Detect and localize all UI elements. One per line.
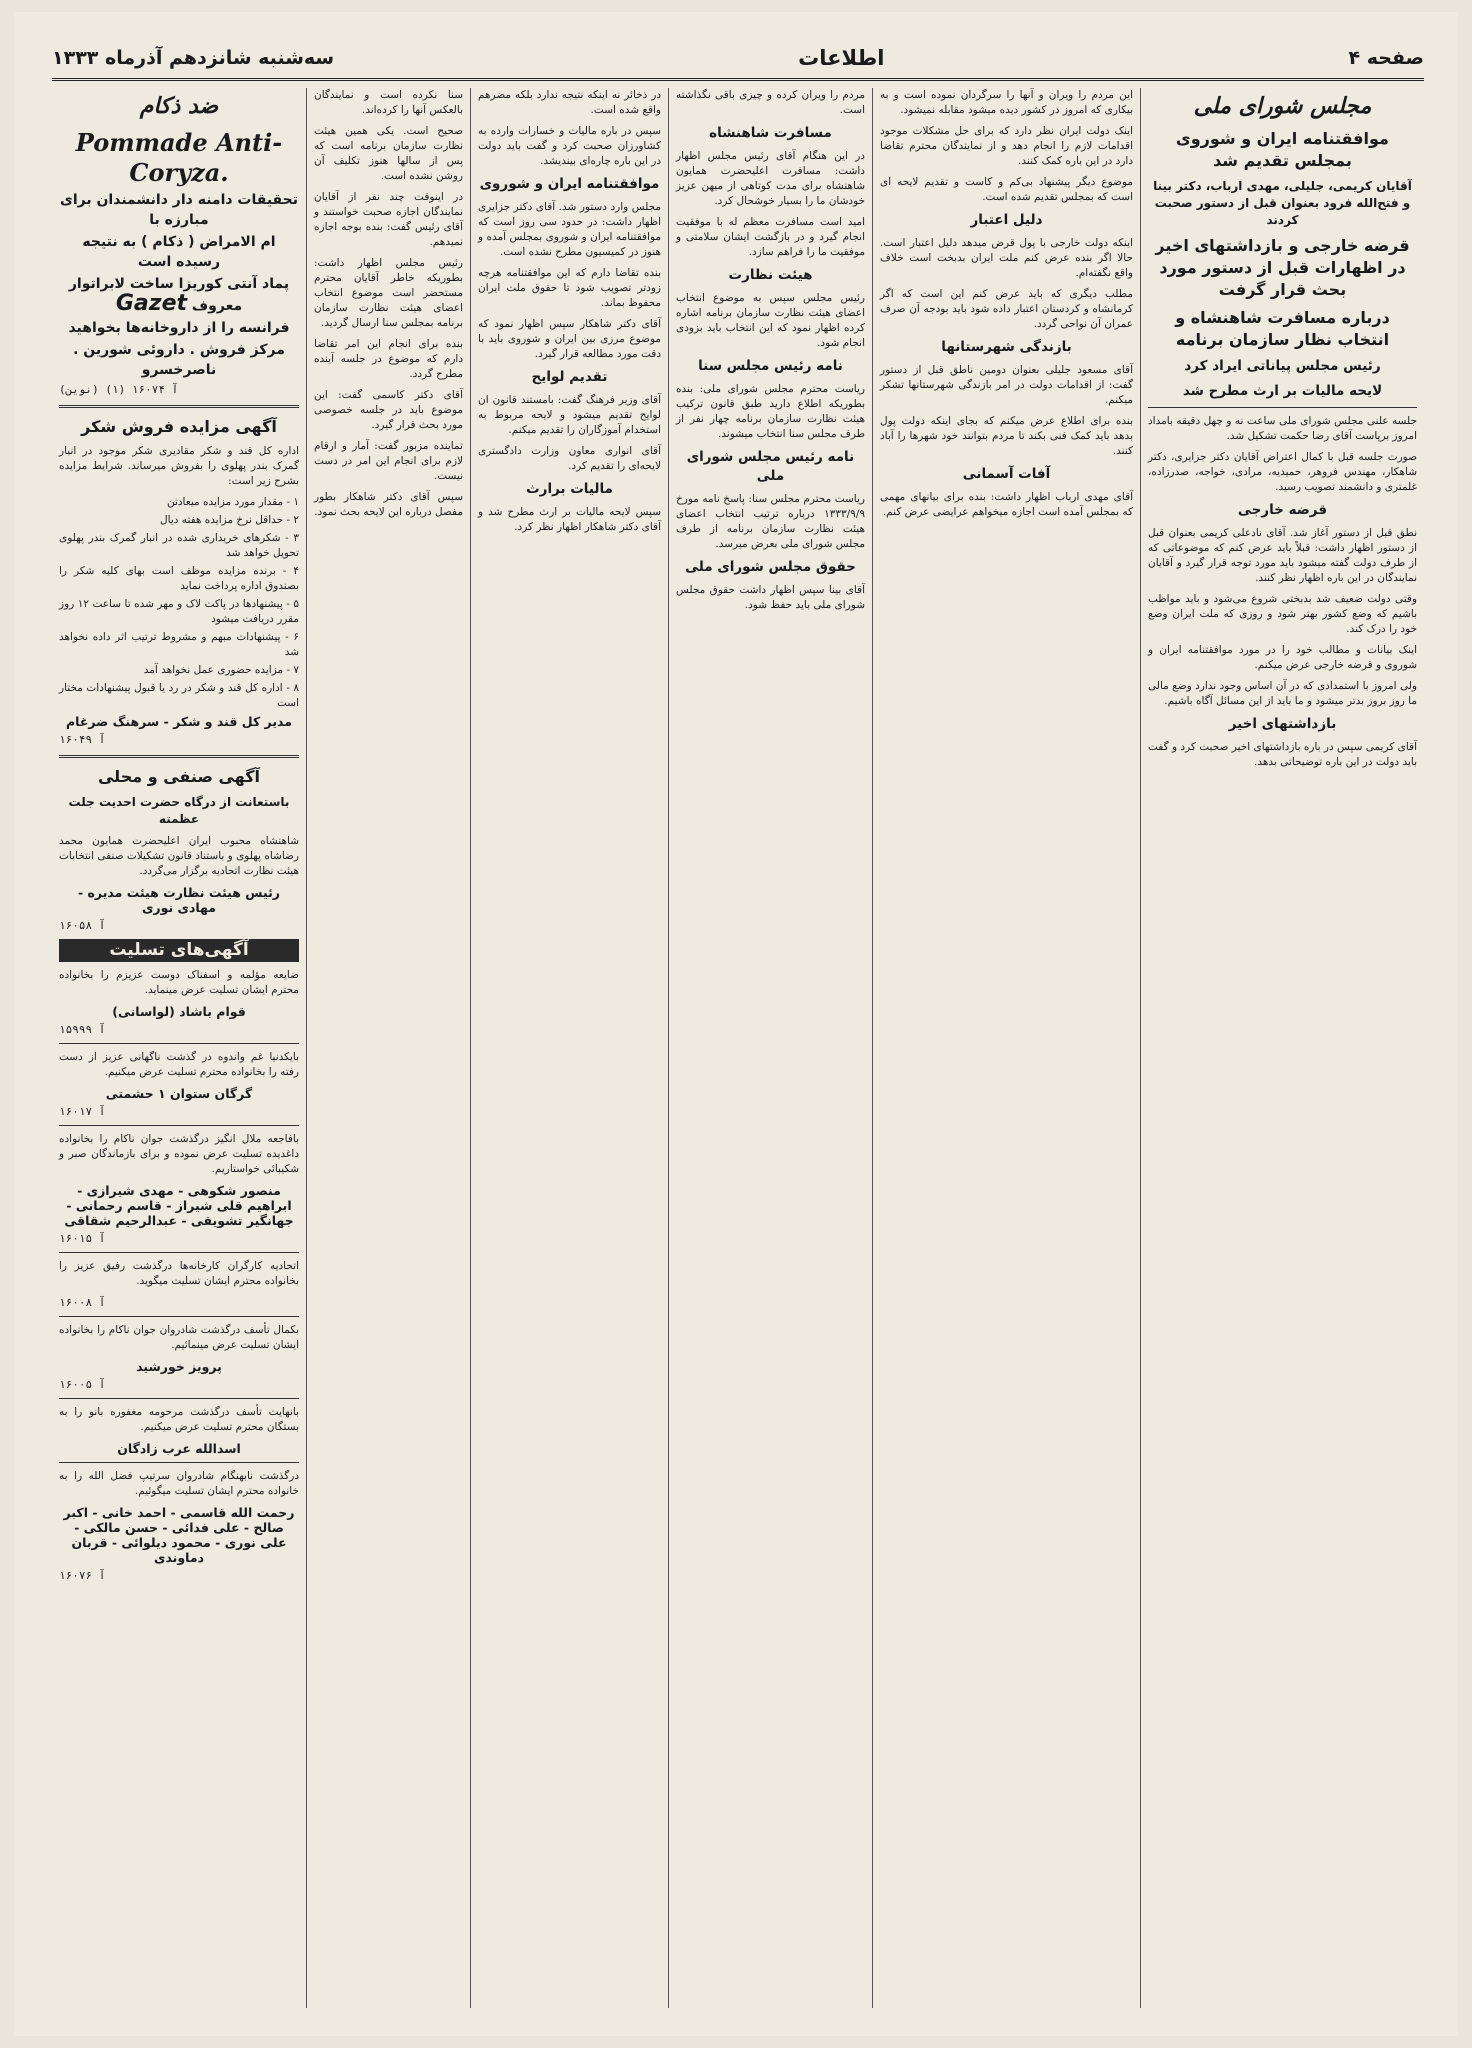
condolence-text: درگذشت نابهنگام شادروان سرتیپ فضل الله را به خانواده محترم ایشان تسلیت میگوئیم. [59, 1470, 299, 1497]
divider [59, 1043, 299, 1044]
subheadline: آفات آسمانی [962, 466, 1051, 482]
condolence-text: بکمال تأسف درگذشت شادروان جوان ناکام را بخانواده ایشان تسلیت عرض مینمائیم. [59, 1324, 299, 1351]
masthead: اطلاعات [798, 46, 885, 70]
article-paragraph: موضوع دیگر پیشنهاد بی‌کم و کاست و تقدیم لایحه ای است که بمجلس تقدیم شده است. [880, 176, 1133, 203]
headline: درباره مسافرت شاهنشاه و انتخاب نظار سازمان برنامه [1175, 308, 1390, 349]
article-paragraph: بنده برای انجام این امر تقاضا دارم که موضوع در جلسه آینده مطرح گردد. [314, 338, 463, 380]
subheadline: آقایان کریمی، جلیلی، مهدی ارباب، دکتر بینا و فتح‌الله فرود بعنوان قبل از دستور صحبت کردند [1153, 179, 1412, 227]
headline: قرضه خارجی و بازداشتهای اخیر در اظهارات قبل از دستور مورد بحث قرار گرفت [1155, 236, 1410, 299]
article-paragraph: آقای دکتر شاهکار سپس اظهار نمود که موضوع مرزی بین ایران و شوروی باید با دقت مورد مطالعه قرار گیرد. [478, 318, 661, 360]
page-header [52, 38, 1424, 81]
subheadline: تقدیم لوایح [531, 369, 608, 385]
list-item: ۱ - مقدار مورد مزایده میعادتن [166, 496, 299, 508]
ad-code: آ ۱۶۰۰۵ [59, 1378, 106, 1391]
divider [59, 1252, 299, 1253]
article-paragraph: بنده تقاضا دارم که این موافقتنامه هرچه زودتر تصویب شود تا حقوق ملت ایران محفوظ بماند. [478, 267, 661, 309]
ad-guild-title: آگهی صنفی و محلی [97, 767, 261, 786]
subheadline: موافقتنامه ایران و شوروی [479, 176, 660, 192]
article-paragraph: ریاست محترم مجلس شورای ملی: بنده بطوریکه اطلاع دارید طبق قانون ترکیب هیئت نظارت سازمان برنامه چهار نفر از طرف مجلس سنا انتخاب میشوند. [676, 383, 865, 440]
article-paragraph: اینک دولت ایران نظر دارد که برای حل مشکلات موجود اقدامات لازم را انجام دهد و از نمایندگان محترم تقاضا دارد در این باره کمک کنند. [880, 125, 1133, 167]
article-paragraph: مجلس وارد دستور شد. آقای دکتر جزایری اظهار داشت: در حدود سی روز است که موافقتنامه ایران و شوروی بمجلس آمده و هنوز در کمیسیون مطرح نشده است. [478, 201, 661, 258]
divider [59, 405, 299, 408]
article-paragraph: سپس لایحه مالیات بر ارث مطرح شد و آقای دکتر شاهکار اظهار نظر کرد. [478, 506, 661, 533]
ad-line: تحقیقات دامنه دار دانشمندان برای مبارزه با [60, 192, 298, 228]
article-paragraph: این مردم را ویران و آنها را سرگردان نموده است و به بیکاری که امروز در کشور دیده میشود مقابله نمیشود. [880, 89, 1133, 116]
ad-line: ام الامراض ( ذکام ) به نتیجه رسیده است [82, 234, 276, 270]
ad-line [59, 274, 299, 316]
subheadline: لایحه مالیات بر ارث مطرح شد [1182, 383, 1383, 399]
article-paragraph: اینکه دولت خارجی با پول قرض میدهد دلیل اعتبار است. حالا اگر بنده عرض کنم ملت ایران بدبخت است خلاف واقع نگفته‌ام. [880, 237, 1133, 279]
columns [52, 88, 1424, 2008]
article-paragraph: مطلب دیگری که باید عرض کنم این است که اگر کرمانشاه و کردستان اعتبار داده شود باید بودجه آن صرف عمران آن نواحی گردد. [880, 288, 1133, 330]
article-paragraph: آقای مهدی ارباب اظهار داشت: بنده برای بیانهای مهمی که بمجلس آمده است اجازه میخواهم عرایضی عرض کنم. [880, 491, 1133, 518]
ad-line: فرانسه را از داروخانه‌ها بخواهید [68, 320, 290, 336]
article-paragraph: مردم را ویران کرده و چیزی باقی نگذاشته است. [676, 89, 865, 116]
condolence-text: ضایعه مؤلمه و اسفناک دوست عزیزم را بخانواده محترم ایشان تسلیت عرض مینماید. [59, 969, 299, 996]
ad-code: آ ۱۶۰۵۸ [59, 919, 106, 932]
column-5 [306, 88, 470, 2008]
article-paragraph: آقای بینا سپس اظهار داشت حقوق مجلس شورای ملی باید حفظ شود. [676, 584, 865, 611]
divider [1148, 407, 1417, 408]
subheadline: حقوق مجلس شورای ملی [685, 559, 856, 575]
divider [59, 1125, 299, 1126]
article-paragraph: جلسه علنی مجلس شورای ملی ساعت نه و چهل دقیقه بامداد امروز برپاست آقای رضا حکمت تشکیل شد. [1148, 415, 1417, 442]
article-paragraph: رئیس مجلس اظهار داشت: بطوریکه خاطر آقایان محترم مستحضر است موضوع انتخاب اعضای هیئت نظارت سازمان برنامه بمجلس سنا ارسال گردید. [314, 257, 463, 329]
article-paragraph: آقای مسعود جلیلی بعنوان دومین ناطق قبل از دستور گفت: از اقدامات دولت در امر بازندگی شهرستانها تشکر میکنم. [880, 364, 1133, 406]
ad-anti-coryza-latin: Pommade Anti-Coryza. [75, 128, 283, 187]
article-paragraph: صحیح است. یکی همین هیئت نظارت سازمان برنامه است که پس از سالها هنوز تکلیف آن روشن نشده است. [314, 125, 463, 182]
condolence-signature: قوام باشاد (لواسانی) [112, 1004, 246, 1019]
ad-line-text: پماد آنتی کوریزا ساخت لابراتوار معروف [68, 276, 290, 314]
condolence-signature: اسدالله عرب زادگان [117, 1441, 241, 1456]
ad-text: شاهنشاه محبوب ایران اعلیحضرت همایون محمد رضاشاه پهلوی و باستناد قانون تشکیلات صنفی انتخابات هیئت نظارت اتحادیه برگزار می‌گردد. [59, 835, 299, 877]
list-item: ۵ - پیشنهادها در پاکت لاک و مهر شده تا ساعت ۱۲ روز مقرر دریافت میشود [59, 598, 299, 625]
ad-brand: Gazet [115, 291, 188, 316]
list-item: ۴ - برنده مزایده موظف است بهای کلیه شکر را بصندوق اداره پرداخت نماید [59, 565, 299, 592]
list-item: ۷ - مزایده حضوری عمل نخواهد آمد [143, 664, 299, 676]
condolence-signature: رحمت الله قاسمی - احمد خانی - اکبر صالح - علی فدائی - حسن مالکی - علی نوری - محمود دیلوائی - قربان دماوندی [63, 1505, 295, 1565]
ad-anti-coryza-title: ضد ذکام [139, 94, 219, 119]
newspaper-page [14, 12, 1458, 2036]
ad-code: آ ۱۶۰۷۶ [59, 1569, 106, 1582]
article-paragraph: تماینده مزبور گفت: آمار و ارقام لازم برای انجام این امر در دست نیست. [314, 440, 463, 482]
ad-code: آ ۱۵۹۹۹ [59, 1023, 106, 1036]
list-item: ۲ - حداقل نرخ مزایده هفته دیال [160, 514, 299, 526]
subheadline: مالیات برارث [526, 481, 613, 497]
page-number: صفحه ۴ [1348, 47, 1424, 69]
condolence-signature: منصور شکوهی - مهدی شیرازی - ابراهیم قلی شیراز - قاسم رحمانی - جهانگیر تشویقی - عبدالرحیم شقاقی [64, 1183, 294, 1228]
subheadline: بازداشتهای اخیر [1228, 716, 1337, 732]
article-paragraph: سنا نکرده است و نمایندگان بالعکس آنها را کرده‌اند. [314, 89, 463, 116]
condolence-text: بایکدنیا غم واندوه در گذشت ناگهانی عزیز از دست رفته را بخانواده محترم تسلیت عرض میکنیم. [59, 1051, 299, 1078]
divider [59, 755, 299, 758]
section-title: مجلس شورای ملی [1193, 94, 1372, 119]
subheadline: قرضه خارجی [1237, 502, 1328, 518]
article-paragraph: امید است مسافرت معظم له با موفقیت انجام گیرد و در بازگشت ایشان سلامتی و موفقیت ما را فراهم سازد. [676, 216, 865, 258]
article-paragraph: در ذخائر نه اینکه نتیجه ندارد بلکه مضرهم واقع شده است. [478, 89, 661, 116]
condolence-signature: پرویز خورشید [136, 1359, 222, 1374]
article-paragraph: در اینوقت چند نفر از آقایان نمایندگان اجازه صحبت خواستند و آقای رئیس گفت: بنده بوجه اجازه نمیدهم. [314, 191, 463, 248]
article-paragraph: ریاست محترم مجلس سنا: پاسخ نامه مورخ ۱۳۳۳/۹/۹ درباره ترتیب انتخاب اعضای هیئت نظارت سازمان برنامه از طرف مجلس شورای ملی بعرض میرسد. [676, 493, 865, 550]
ad-code: آ ۱۶۰۷۴ (۱) (نوین) [59, 383, 179, 396]
headline: موافقتنامه ایران و شوروی بمجلس تقدیم شد [1176, 129, 1389, 170]
ad-conditions-list [59, 495, 299, 711]
condolence-text: بانهایت تأسف درگذشت مرحومه مغفوره بانو را به بستگان محترم تسلیت عرض میکنیم. [59, 1406, 299, 1433]
ad-line: مرکز فروش . داروئی شورین . ناصرخسرو [73, 342, 285, 378]
ad-text: اداره کل قند و شکر مقادیری شکر موجود در انبار گمرک بندر پهلوی را بفروش میرساند. شرایط مزایده بشرح زیر است: [59, 445, 299, 487]
ad-sugar-auction-title: آگهی مزایده فروش شکر [81, 417, 277, 436]
ad-signature: مدیر کل قند و شکر - سرهنگ ضرغام [65, 714, 292, 729]
subheadline: نامه رئیس مجلس سنا [698, 358, 843, 374]
list-item: ۶ - پیشنهادات مبهم و مشروط ترتیب اثر داده نخواهد شد [59, 631, 299, 658]
article-paragraph: بنده برای اطلاع عرض میکنم که بجای اینکه دولت پول بدهد باید کمک فنی بکند تا مردم بتوانند خود شهرها را آباد کنند. [880, 415, 1133, 457]
column-advertisements [52, 88, 306, 2008]
article-paragraph: آقای انواری معاون وزارت دادگستری لایحه‌ای را تقدیم کرد. [478, 445, 661, 472]
divider [59, 1316, 299, 1317]
subheadline: دلیل اعتبار [970, 212, 1043, 228]
article-paragraph: وقتی دولت ضعیف شد بدبختی شروع می‌شود و باید مواظب باشیم که وضع کشور بهتر شود و روزی که ملت ایران وضع خود را درک کند. [1148, 593, 1417, 635]
column-4 [470, 88, 668, 2008]
ad-code: آ ۱۶۰۰۸ [59, 1296, 106, 1309]
ad-guild-subtitle: باستعانت از درگاه حضرت احدیت جلت عظمته [68, 795, 290, 826]
subheadline: بازندگی شهرستانها [941, 339, 1072, 355]
article-paragraph: آقای کریمی سپس در باره بازداشتهای اخیر صحبت کرد و گفت باید دولت در این باره توضیحاتی بدهد. [1148, 741, 1417, 768]
article-paragraph: صورت جلسه قبل با کمال اعتراض آقایان دکتر جزایری، دکتر شاهکار، مهندس فروهر، حمیدیه، مرادی، خواجه، صدرزاده، غلمتری و دانشمند تصویب رسید. [1148, 451, 1417, 493]
column-majlis-report [1140, 88, 1424, 2008]
subheadline: رئیس مجلس پیاناتی ایراد کرد [1184, 358, 1381, 374]
subheadline: مسافرت شاهنشاه [709, 125, 832, 141]
article-paragraph: آقای وزیر فرهنگ گفت: بامستند قانون ان لوایح تقدیم میشود و لایحه مربوط به استخدام آموزگاران را تقدیم میکنم. [478, 394, 661, 436]
article-paragraph: سپس آقای دکتر شاهکار بطور مفصل درباره این لایحه بحث نمود. [314, 491, 463, 518]
issue-date: سه‌شنبه شانزدهم آذرماه ۱۳۳۳ [52, 47, 335, 69]
ad-signature: رئیس هیئت نظارت هیئت مدیره - مهادی نوری [78, 885, 280, 915]
article-paragraph: سپس در باره مالیات و خسارات وارده به کشاورزان صحبت کرد و گفت باید دولت در این باره چاره‌ای بیندیشد. [478, 125, 661, 167]
condolence-banner: آگهی‌های تسلیت [59, 939, 299, 962]
subheadline: هیئت نظارت [728, 267, 813, 283]
article-paragraph: ولی امروز با استمدادی که در آن اساس وجود ندارد وضع مالی ما روز بروز بدتر میشود و ما باید از این مسائل آگاه باشیم. [1148, 680, 1417, 707]
ad-code: آ ۱۶۰۱۷ [59, 1105, 106, 1118]
article-paragraph: رئیس مجلس سپس به موضوع انتخاب اعضای هیئت نظارت سازمان برنامه اشاره کرده اظهار نمود که این انتخاب باید بزودی انجام شود. [676, 292, 865, 349]
divider [59, 1462, 299, 1463]
list-item: ۳ - شکرهای خریداری شده در انبار گمرک بندر پهلوی تحویل خواهد شد [59, 532, 299, 559]
article-paragraph: آقای دکتر کاسمی گفت: این موضوع باید در جلسه خصوصی مورد بحث قرار گیرد. [314, 389, 463, 431]
condolence-text: بافاجعه ملال انگیز درگذشت جوان ناکام را بخانواده داغدیده تسلیت عرض نموده و برای بازماندگان صبر و شکیبائی خواستاریم. [59, 1133, 299, 1175]
article-paragraph: نطق قبل از دستور آغاز شد. آقای نادعلی کریمی بعنوان قبل از دستور اظهار داشت: قبلاً باید عرض کنم که موضوعاتی که از طرف دولت گفته میشود باید مورد توجه قرار گیرد و آقایان نمایندگان در این باره اظهار نظر کنند. [1148, 527, 1417, 584]
subheadline: نامه رئیس مجلس شورای ملی [686, 449, 855, 484]
column-2 [872, 88, 1140, 2008]
article-paragraph: در این هنگام آقای رئیس مجلس اظهار داشت: مسافرت اعلیحضرت همایون شاهنشاه برای مدت کوتاهی از میهن عزیز خودشان ما را بسیار خوشحال کرد. [676, 150, 865, 207]
article-paragraph: اینک بیانات و مطالب خود را در مورد موافقتنامه ایران و شوروی و قرضه خارجی عرض میکنم. [1148, 644, 1417, 671]
ad-code: آ ۱۶۰۴۹ [59, 733, 106, 746]
condolence-signature: گرگان ستوان ۱ حشمتی [105, 1086, 253, 1101]
list-item: ۸ - اداره کل قند و شکر در رد یا قبول پیشنهادات مختار است [59, 682, 299, 709]
column-3 [668, 88, 872, 2008]
condolence-text: اتحادیه کارگران کارخانه‌ها درگذشت رفیق عزیز را بخانواده محترم ایشان تسلیت میگوید. [59, 1260, 299, 1287]
divider [59, 1398, 299, 1399]
ad-code: آ ۱۶۰۱۵ [59, 1232, 106, 1245]
